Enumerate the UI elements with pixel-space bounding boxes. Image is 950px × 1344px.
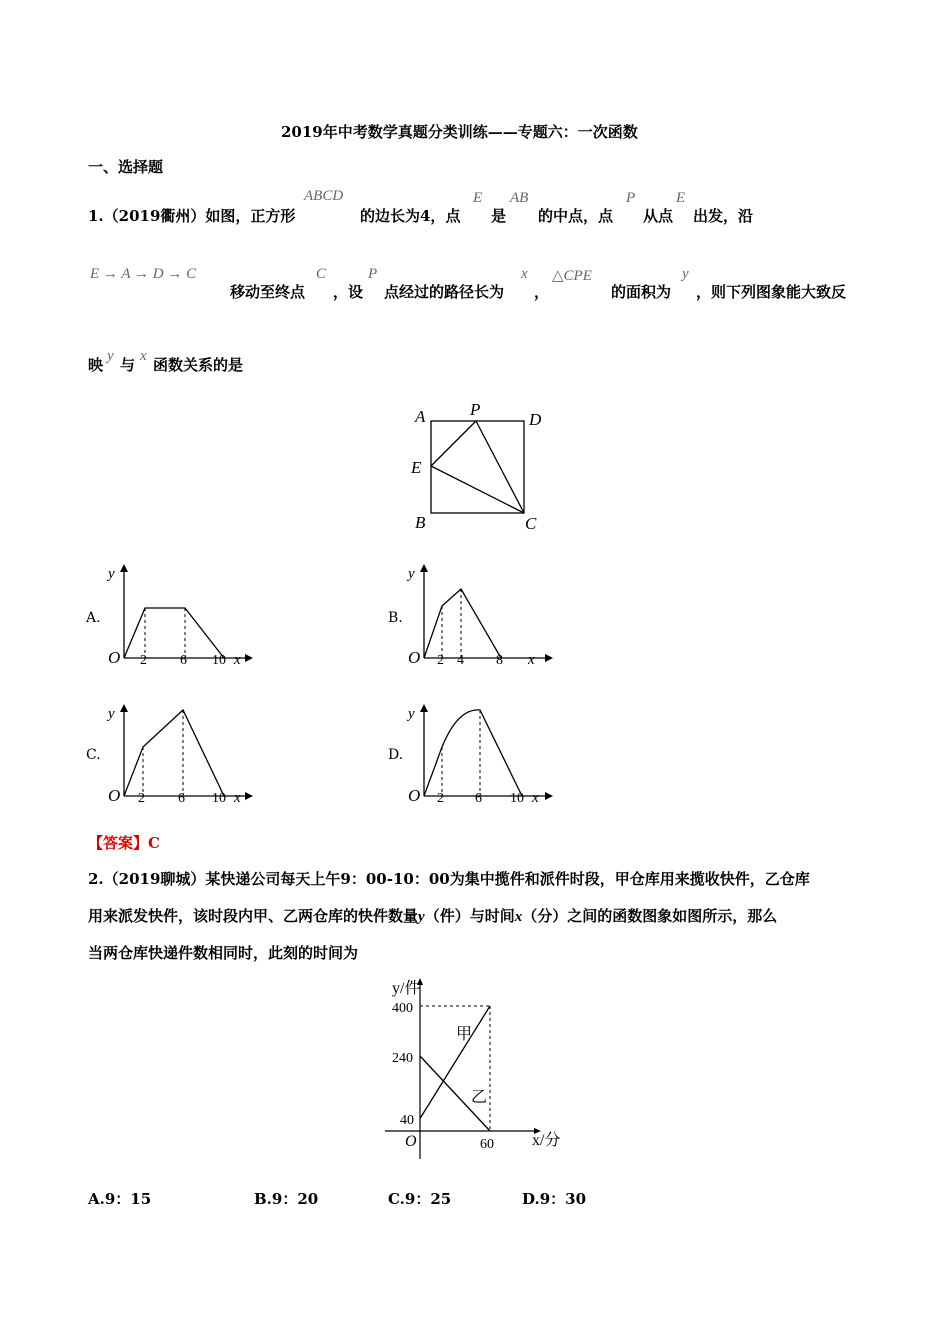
q1-p2: P	[368, 266, 378, 282]
series-label-jia: 甲	[456, 1026, 473, 1043]
q1-text: 是	[491, 207, 507, 225]
tick-label: 6	[180, 653, 187, 668]
option-c-label: C.	[86, 747, 101, 763]
origin-label: O	[108, 786, 121, 805]
tick-label: 10	[212, 791, 226, 806]
q1-x: x	[521, 266, 528, 282]
y-axis-label: y	[108, 706, 115, 722]
q2-line1: 2.（2019聊城）某快递公司每天上午9：00-10：00为集中揽件和派件时段，甲仓库用来揽收快件，乙仓库	[88, 870, 810, 888]
tick-label: 2	[437, 653, 444, 668]
q2-line3: 当两仓库快递件数相同时，此刻的时间为	[88, 944, 359, 962]
y-axis-label: y	[408, 566, 415, 582]
y-tick-label: 400	[392, 1001, 413, 1016]
q2-text: （分）之间的函数图象如图所示，那么	[522, 907, 778, 925]
section-heading: 一、选择题	[88, 158, 164, 176]
q1-source: （2019衢州）	[103, 207, 206, 225]
x-axis-label: x/分	[532, 1132, 561, 1149]
vertex-d-label: D	[529, 410, 542, 429]
x-tick-label: 60	[480, 1137, 494, 1152]
q1-text: ，设	[333, 283, 364, 301]
tick-label: 2	[140, 653, 147, 668]
q2-y: y	[418, 909, 425, 925]
x-axis-label: x	[234, 790, 241, 806]
y-tick-label: 40	[400, 1113, 414, 1128]
vertex-p-label: P	[470, 400, 481, 419]
q1-text: 的面积为	[611, 283, 672, 301]
q1-text: 的边长为4，点	[360, 207, 461, 225]
q1-c: C	[316, 266, 327, 282]
q1-text: 映	[88, 356, 104, 374]
option-b-graph	[400, 560, 560, 670]
y-axis-label: y	[408, 706, 415, 722]
q1-text: 的中点，点	[538, 207, 614, 225]
q1-triangle: △CPE	[552, 268, 592, 284]
tick-label: 2	[138, 791, 145, 806]
vertex-c-label: C	[525, 514, 537, 533]
series-label-yi: 乙	[471, 1089, 488, 1106]
x-axis-label: x	[234, 652, 241, 668]
q2-text: （件）与时间	[424, 907, 515, 925]
q1-y2: y	[107, 348, 114, 364]
q1-text: 点经过的路径长为	[384, 283, 505, 301]
q2-option-c: C.9：25	[388, 1190, 452, 1208]
x-axis-label: x	[532, 790, 539, 806]
option-b-label: B.	[388, 610, 403, 626]
tick-label: 6	[475, 791, 482, 806]
q1-y: y	[682, 266, 689, 282]
y-axis-label: y	[108, 566, 115, 582]
option-d-label: D.	[388, 747, 404, 763]
tick-label: 10	[212, 653, 226, 668]
option-a-label: A.	[86, 610, 101, 626]
q1-text: 从点	[643, 207, 674, 225]
origin-label: O	[408, 648, 421, 667]
q1-text: 出发，沿	[693, 207, 754, 225]
square-figure	[405, 398, 555, 533]
q1-answer: 【答案】C	[88, 834, 160, 852]
y-tick-label: 240	[392, 1051, 413, 1066]
x-axis-label: x	[528, 652, 535, 668]
origin-label: O	[108, 648, 121, 667]
q1-e: E	[473, 190, 483, 206]
option-c-graph	[100, 700, 260, 810]
q1-p: P	[626, 190, 636, 206]
q1-text: 如图，正方形	[205, 207, 296, 225]
q1-x2: x	[140, 348, 147, 364]
q2-x: x	[514, 909, 523, 925]
q1-text: 与	[120, 356, 136, 374]
q2-chart	[380, 975, 580, 1160]
q1-text: ，则下列图象能大致反	[696, 283, 847, 301]
q1-text: ，	[534, 283, 550, 301]
tick-label: 10	[510, 791, 524, 806]
origin-label: O	[405, 1133, 417, 1150]
tick-label: 2	[437, 791, 444, 806]
q1-line1	[88, 205, 295, 226]
y-axis-label: y/件	[392, 980, 421, 997]
q1-text: 移动至终点	[230, 283, 306, 301]
vertex-b-label: B	[415, 513, 426, 532]
q1-abcd: ABCD	[304, 188, 344, 204]
vertex-e-label: E	[411, 458, 422, 477]
origin-label: O	[408, 786, 421, 805]
q1-path: E → A → D → C	[90, 266, 197, 282]
q1-e2: E	[676, 190, 686, 206]
q2-line2	[88, 905, 777, 926]
q2-option-d: D.9：30	[522, 1190, 587, 1208]
q2-text: 用来派发快件，该时段内甲、乙两仓库的快件数量	[88, 907, 419, 925]
q1-ab: AB	[510, 190, 529, 206]
tick-label: 8	[496, 653, 503, 668]
page-title: 2019年中考数学真题分类训练——专题六：一次函数	[281, 123, 638, 141]
tick-label: 4	[457, 653, 464, 668]
q1-num: 1.	[88, 207, 104, 225]
tick-label: 6	[178, 791, 185, 806]
option-d-graph	[400, 700, 560, 810]
vertex-a-label: A	[415, 407, 426, 426]
option-a-graph	[100, 560, 260, 670]
q2-option-b: B.9：20	[254, 1190, 319, 1208]
q2-option-a: A.9：15	[88, 1190, 152, 1208]
q1-text: 函数关系的是	[153, 356, 244, 374]
